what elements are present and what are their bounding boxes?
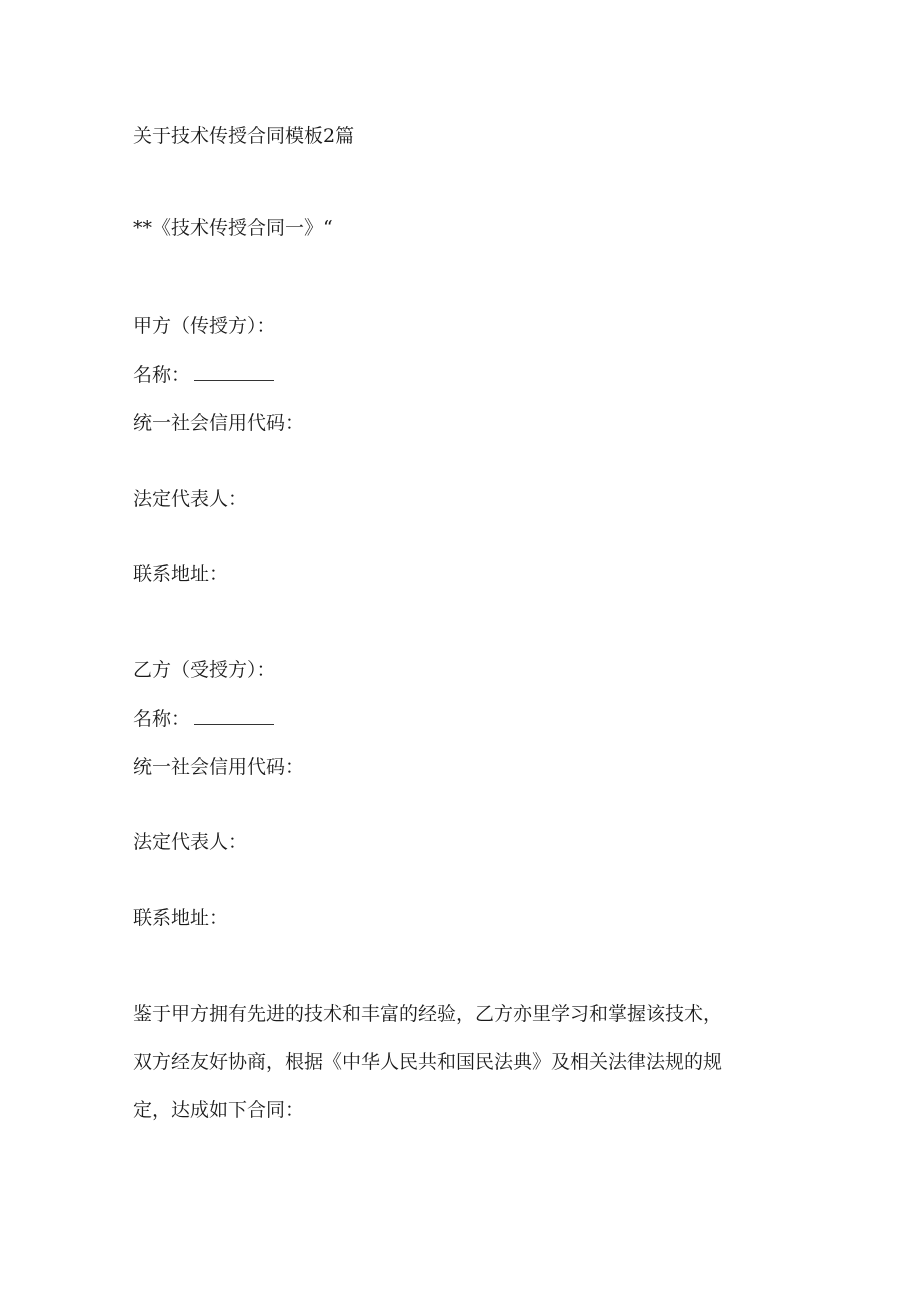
party-a-name-blank xyxy=(194,362,274,381)
party-b-name-label: 名称： xyxy=(133,708,191,730)
party-a-legal-rep-label: 法定代表人： xyxy=(133,488,248,510)
party-a-heading: 甲方（传授方）： xyxy=(133,315,276,337)
party-a-name-label: 名称： xyxy=(133,364,191,386)
party-a-address-label: 联系地址： xyxy=(133,563,229,585)
party-b-credit-code-label: 统一社会信用代码： xyxy=(133,756,305,778)
preamble-line: 鉴于甲方拥有先进的技术和丰富的经验，乙方亦里学习和掌握该技术， xyxy=(133,1003,723,1025)
preamble-line: 定，达成如下合同： xyxy=(133,1099,305,1121)
party-b-name-row xyxy=(133,706,274,731)
party-b-legal-rep-label: 法定代表人： xyxy=(133,831,248,853)
party-a-name-row xyxy=(133,362,274,387)
preamble-line: 双方经友好协商，根据《中华人民共和国民法典》及相关法律法规的规 xyxy=(133,1051,723,1073)
document-title: 关于技术传授合同模板2篇 xyxy=(133,125,355,147)
party-b-heading: 乙方（受授方）： xyxy=(133,659,276,681)
party-a-credit-code-label: 统一社会信用代码： xyxy=(133,412,305,434)
party-b-address-label: 联系地址： xyxy=(133,907,229,929)
party-b-name-blank xyxy=(194,706,274,725)
contract-subtitle: **《技术传授合同一》“ xyxy=(133,217,333,239)
